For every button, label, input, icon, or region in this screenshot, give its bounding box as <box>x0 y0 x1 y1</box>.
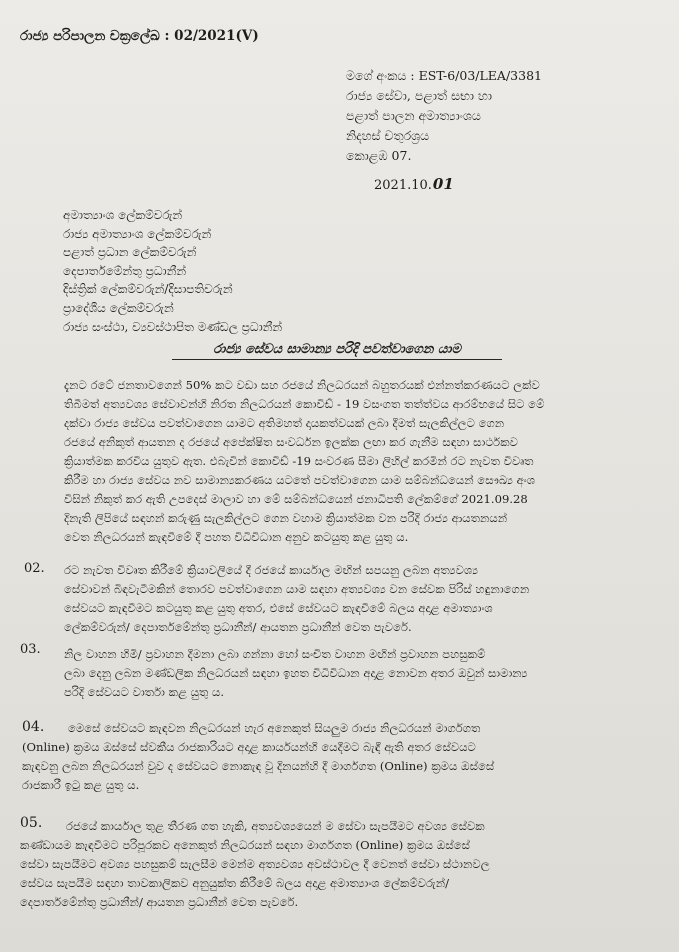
addressee: රාජ්‍ය අමාත්‍යාංශ ලේකම්වරුන් <box>63 226 212 241</box>
paragraph-line: සේවාවන් බිඳවැටීමකින් තොරව පවත්වාගෙන යාම සඳහා අත්‍යවශ්‍ය වන සේවක පිරිස් හඳුනාගෙන <box>64 582 530 596</box>
paragraph-line: මෙසේ සේවයට කැඳවන නිලධරයන් හැර අනෙකුත් සියලුම රාජ්‍ය නිලධරයන් මාර්ගගත <box>68 721 481 735</box>
paragraph-line: කැඳවනු ලබන නිලධරයන් වුව ද සේවයට නොකැඳ වූ දිනයන්හි දී මාර්ගගත (Online) ක්‍රමය ඔස්සේ <box>22 759 495 773</box>
paragraph-5 <box>20 817 640 912</box>
paragraph-line: දිනැති ලිපියේ සඳහන් කරුණු සැලකිල්ලට ගෙන වහාම ක්‍රියාත්මක වන පරිදි රාජ්‍ය ආයතනයන් <box>64 511 508 525</box>
addressee-list <box>63 206 282 336</box>
paragraph-line: වෙත නිලධරයන් කැඳවීමේ දී පහත විධිවිධාන අනුව කටයුතු කළ යුතු ය. <box>64 530 409 544</box>
addressee: දෙපාර්තමේන්තු ප්‍රධානීන් <box>63 263 187 278</box>
paragraph-line: තිබීමත් අත්‍යවශ්‍ය සේවාවන්හි නිරත නිලධරයන් කොවිඩ් - 19 වසංගත තත්ත්වය ආරම්භයේ සිට මේ <box>64 397 545 411</box>
paragraph-line: (Online) ක්‍රමය ඔස්සේ ස්වකීය රාජකාරියට අදාළ කාර්යයන්හි යෙදීමට බැඳී ඇති අතර සේවයට <box>22 740 476 754</box>
paragraph-line: දක්වා රාජ්‍ය සේවය පවත්වාගෙන යාමට අතිමහත් දායකත්වයක් ලබා දීමත් සැලකිල්ලට ගෙන <box>64 416 505 430</box>
subject-heading: රාජ්‍ය සේවය සාමාන්‍ය පරිදි පවත්වාගෙන යාම <box>172 342 502 360</box>
paragraph-3 <box>64 645 642 702</box>
paragraph-line: සේවය සැපයීම සඳහා තාවකාලිකව අනුයුක්ත කිරීමේ බලය අදාළ අමාත්‍යාංශ ලේකම්වරුන්/ <box>20 876 450 890</box>
addressee: පළාත් ප්‍රධාන ලේකම්වරුන් <box>63 245 197 260</box>
addressee: රාජ්‍ය සංස්ථා, ව්‍යවස්ථාපිත මණ්ඩල ප්‍රධානීන් <box>63 319 283 334</box>
paragraph-number: 02. <box>24 561 45 576</box>
addressee: අමාත්‍යාංශ ලේකම්වරුන් <box>63 208 183 222</box>
reference-block <box>346 66 542 166</box>
ministry-line-1: රාජ්‍ය සේවා, පළාත් සභා හා <box>346 88 492 103</box>
reference-number: මගේ අංකය : EST-6/03/LEA/3381 <box>346 68 542 83</box>
circular-number: රාජ්‍ය පරිපාලන චක්‍රලේඛ : 02/2021(V) <box>20 28 259 44</box>
address-line-2: කොළඹ 07. <box>346 148 412 163</box>
paragraph-line: පරිදි සේවයට වාර්තා කළ යුතු ය. <box>64 685 225 699</box>
paragraph-line: රජයේ කාර්යාල තුළ තීරණ ගත හැකි, අත්‍යවශ්‍යයෙන් ම සේවා සැපයීමට අවශ්‍ය සේවක <box>66 819 485 833</box>
paragraph-line: කිරීම හා රාජ්‍ය සේවය නව සාමාන්‍යකරණය යටතේ පවත්වාගෙන යාම සම්බන්ධයෙන් සෞඛ්‍ය අංශ <box>64 473 535 487</box>
addressee: දිස්ත්‍රික් ලේකම්වරුන්/දිසාපතිවරුන් <box>63 282 233 297</box>
ministry-line-2: පළාත් පාලන අමාත්‍යාංශය <box>346 108 481 123</box>
paragraph-line: රාජකාරී ඉටු කළ යුතු ය. <box>22 778 140 792</box>
letter-date <box>374 175 454 193</box>
date-printed: 2021.10. <box>374 178 432 193</box>
paragraph-line: ලේකම්වරුන්/ දෙපාර්තමේන්තු ප්‍රධානීන්/ ආයතන ප්‍රධානීන් වෙත පැවරේ. <box>64 620 412 634</box>
paragraph-line: රට නැවත විවෘත කිරීමේ ක්‍රියාවලියේ දී රජයේ කාර්යාල මඟින් සපයනු ලබන අත්‍යවශ්‍ය <box>64 563 478 577</box>
paragraph-line: සේවයට කැඳවීමට කටයුතු කළ යුතු අතර, එසේ සේවයට කැඳවීමේ බලය අදාළ අමාත්‍යාංශ <box>64 601 493 615</box>
paragraph-number: 03. <box>20 642 41 657</box>
paragraph-line: ක්‍රියාත්මක කරවිය යුතුව ඇත. එබැවින් කොවිඩ් -19 සංවරණ සීමා ලිහිල් කරමින් රට නැවත විවෘත <box>64 454 534 468</box>
paragraph-line: ලබා දෙනු ලබන මණ්ඩලික නිලධරයන් සඳහා ඉහත විධිවිධාන අදාළ නොවන අතර ඔවුන් සාමාන්‍ය <box>64 666 528 680</box>
address-line-1: නිදහස් චතුරශ්‍රය <box>346 128 430 143</box>
paragraph-line: දැනට රටේ ජනතාවගෙන් 50% කට වඩා සහ රජයේ නිලධරයන් බහුතරයක් එන්නත්කරණයට ලක්ව <box>64 378 540 392</box>
paragraph-4 <box>22 719 644 795</box>
addressee: ප්‍රාදේශීය ලේකම්වරුන් <box>63 300 174 315</box>
paragraph-line: දෙපාර්තමේන්තු ප්‍රධානීන්/ ආයතන ප්‍රධානීන් වෙත පැවරේ. <box>20 895 299 909</box>
paragraph-line: විසින් නිකුත් කර ඇති උපදෙස් මාලාව හා මේ සම්බන්ධයෙන් ජනාධිපති ලේකම්ගේ 2021.09.28 <box>64 492 528 506</box>
paragraph-line: කණ්ඩායම කැඳවීමට පරිපූරකව අනෙකුත් නිලධරයන් සඳහා මාර්ගගත (Online) ක්‍රමය ඔස්සේ <box>20 838 470 852</box>
paragraph-line: සේවා සැපයීමට අවශ්‍ය පහසුකම් සැලසීම මෙන්ම අත්‍යවශ්‍ය අවස්ථාවල දී වෙනත් සේවා ස්ථානවල <box>20 857 490 871</box>
paragraph-number: 04. <box>22 719 45 735</box>
paragraph-2 <box>64 561 642 637</box>
paragraph-number: 05. <box>20 815 43 831</box>
date-handwritten: 01 <box>432 175 454 193</box>
paragraph-1 <box>64 376 644 547</box>
paragraph-line: රජයේ අනිකුත් ආයතන ද රජයේ අපේක්ෂිත සංවර්ධන ඉලක්ක ලඟා කර ගැනීම සඳහා සාර්ථකව <box>64 435 518 449</box>
paragraph-line: නිල වාහන හිමි/ ප්‍රවාහන දීමනා ලබා ගන්නා හෝ සංචිත වාහන මඟින් ප්‍රවාහන පහසුකම් <box>64 647 486 661</box>
